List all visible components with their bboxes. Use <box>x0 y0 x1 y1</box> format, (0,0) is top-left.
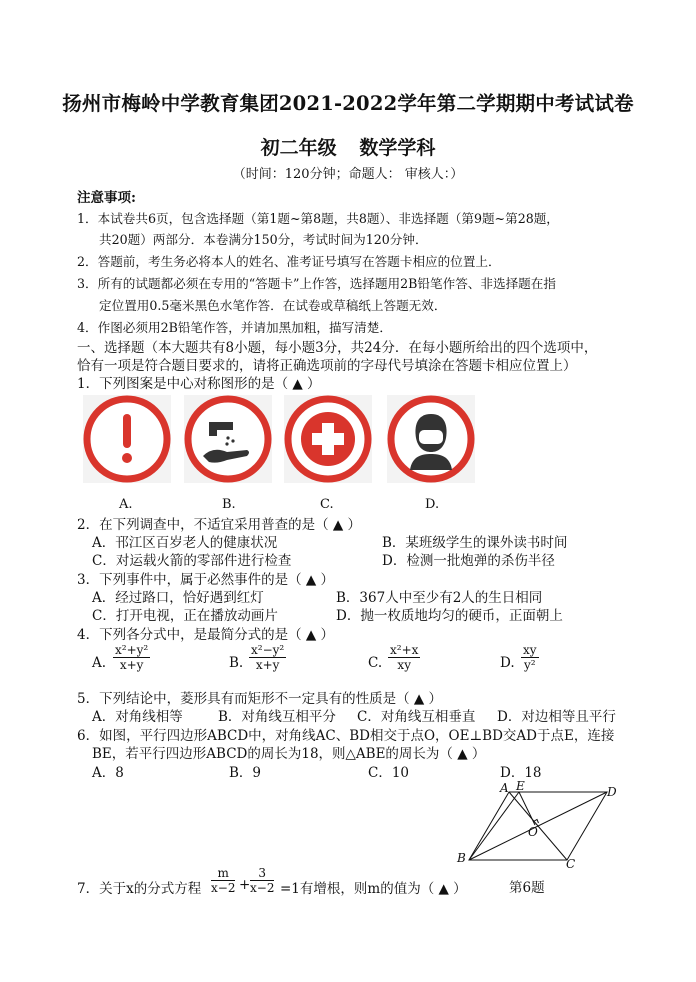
q3-option-c: C．打开电视，正在播放动画片 <box>92 608 278 624</box>
hand-washing-sign-icon <box>183 394 273 484</box>
q7-plus: + <box>239 877 251 893</box>
question-3-stem: 3．下列事件中，属于必然事件的是（ ▲ ） <box>77 572 335 588</box>
notice-line: 定位置用0.5毫米黑色水笔作答．在试卷或草稿纸上答题无效． <box>99 298 447 313</box>
q4-option-b-label: B. <box>229 655 244 671</box>
notice-line: 3．所有的试题都必须在专用的“答题卡”上作答，选择题用2B铅笔作答、非选择题在指 <box>77 276 556 291</box>
q1-option-c-label: C. <box>320 497 334 512</box>
question-7-suffix: =1有增根，则m的值为（ ▲ ） <box>280 881 467 897</box>
q4-option-d-fraction <box>521 643 539 673</box>
q4-d-denominator: y² <box>523 658 536 672</box>
q4-option-a-label: A. <box>92 655 107 671</box>
question-6-stem: 6．如图，平行四边形ABCD中，对角线AC、BD相交于点O，OE⊥BD交AD于点E，连接 <box>77 728 615 744</box>
q4-b-numerator: x²−y² <box>251 643 285 657</box>
exam-subtitle <box>0 133 696 160</box>
q2-option-d: D．检测一批炮弹的杀伤半径 <box>382 553 555 569</box>
q5-option-d: D．对边相等且平行 <box>497 709 616 725</box>
q4-option-d-label: D. <box>500 655 515 671</box>
q7-f1-denominator: x−2 <box>211 881 236 895</box>
q4-option-c-label: C. <box>368 655 383 671</box>
q7-fraction-2 <box>250 866 274 896</box>
q1-option-d-label: D. <box>425 497 440 512</box>
point-label-b: B <box>457 851 466 865</box>
red-cross-sign-icon <box>283 394 373 484</box>
q3-option-b: B．367人中至少有2人的生日相同 <box>336 590 543 606</box>
q6-option-d: D．18 <box>500 765 542 781</box>
q6-option-b: B．9 <box>229 765 262 781</box>
q4-d-numerator: xy <box>523 643 537 657</box>
section-heading-cont: 恰有一项是符合题目要求的，请将正确选项前的字母代号填涂在答题卡相应位置上） <box>77 358 577 374</box>
question-6-stem-cont: BE，若平行四边形ABCD的周长为18，则△ABE的周长为（ ▲ ） <box>92 746 486 762</box>
q6-option-a: A．8 <box>92 765 124 781</box>
q7-f2-denominator: x−2 <box>250 881 275 895</box>
q5-option-c: C．对角线互相垂直 <box>357 709 476 725</box>
notice-line: 共20题）两部分．本卷满分150分，考试时间为120分钟． <box>99 232 428 247</box>
q4-option-a-fraction <box>113 643 150 673</box>
exam-meta: （时间：120分钟；命题人： 审核人：） <box>232 167 464 182</box>
point-label-d: D <box>607 785 617 799</box>
q4-option-c-fraction <box>388 643 420 673</box>
notice-line: 2．答题前，考生务必将本人的姓名、准考证号填写在答题卡相应的位置上． <box>77 254 501 269</box>
notice-line: 4．作图必须用2B铅笔作答，并请加黑加粗，描写清楚． <box>77 320 392 335</box>
notice-heading: 注意事项: <box>77 190 136 206</box>
q4-a-numerator: x²+y² <box>115 643 149 657</box>
q1-option-a-label: A. <box>119 497 133 512</box>
q4-option-b-fraction <box>249 643 286 673</box>
q5-option-b: B．对角线互相平分 <box>218 709 336 725</box>
q4-b-denominator: x+y <box>255 658 280 672</box>
point-label-o: O <box>528 825 538 839</box>
q5-option-a: A．对角线相等 <box>92 709 183 725</box>
q4-c-numerator: x²+x <box>390 643 419 657</box>
mask-person-sign-icon <box>386 394 476 484</box>
q2-option-b: B．某班级学生的课外读书时间 <box>382 535 568 551</box>
notice-line: 1．本试卷共6页，包含选择题（第1题~第8题，共8题）、非选择题（第9题~第28题， <box>77 211 559 226</box>
q6-option-c: C．10 <box>368 765 410 781</box>
q7-f2-numerator: 3 <box>250 866 274 881</box>
q7-f1-numerator: m <box>211 866 235 881</box>
point-label-e: E <box>516 779 525 793</box>
section-heading: 一、选择题（本大题共有8小题，每小题3分，共24分．在每小题所给出的四个选项中， <box>77 340 598 356</box>
exclamation-sign-icon <box>82 394 172 484</box>
question-7-prefix: 7．关于x的分式方程 <box>77 881 202 897</box>
q7-fraction-1 <box>211 866 235 896</box>
q2-option-a: A．邗江区百岁老人的健康状况 <box>92 535 278 551</box>
q4-a-denominator: x+y <box>119 658 144 672</box>
q3-option-d: D．抛一枚质地均匀的硬币，正面朝上 <box>336 608 563 624</box>
subject-label: 数学学科 <box>359 137 436 159</box>
point-label-a: A <box>500 781 509 795</box>
question-1-stem: 1．下列图案是中心对称图形的是（ ▲ ） <box>77 376 321 392</box>
grade-label: 初二年级 <box>260 137 337 159</box>
parallelogram-figure <box>455 782 625 872</box>
q2-option-c: C．对运载火箭的零部件进行检查 <box>92 553 292 569</box>
q4-c-denominator: xy <box>397 658 411 672</box>
question-5-stem: 5．下列结论中，菱形具有而矩形不一定具有的性质是（ ▲ ） <box>77 691 443 707</box>
q3-option-a: A．经过路口，恰好遇到红灯 <box>92 590 264 606</box>
exam-title: 扬州市梅岭中学教育集团2021-2022学年第二学期期中考试试卷 <box>62 92 634 115</box>
q1-option-b-label: B. <box>222 497 236 512</box>
question-4-stem: 4．下列各分式中，是最简分式的是（ ▲ ） <box>77 627 335 643</box>
figure-caption: 第6题 <box>509 880 545 896</box>
point-label-c: C <box>566 857 576 871</box>
question-2-stem: 2．在下列调查中，不适宜采用普查的是（ ▲ ） <box>77 517 362 533</box>
